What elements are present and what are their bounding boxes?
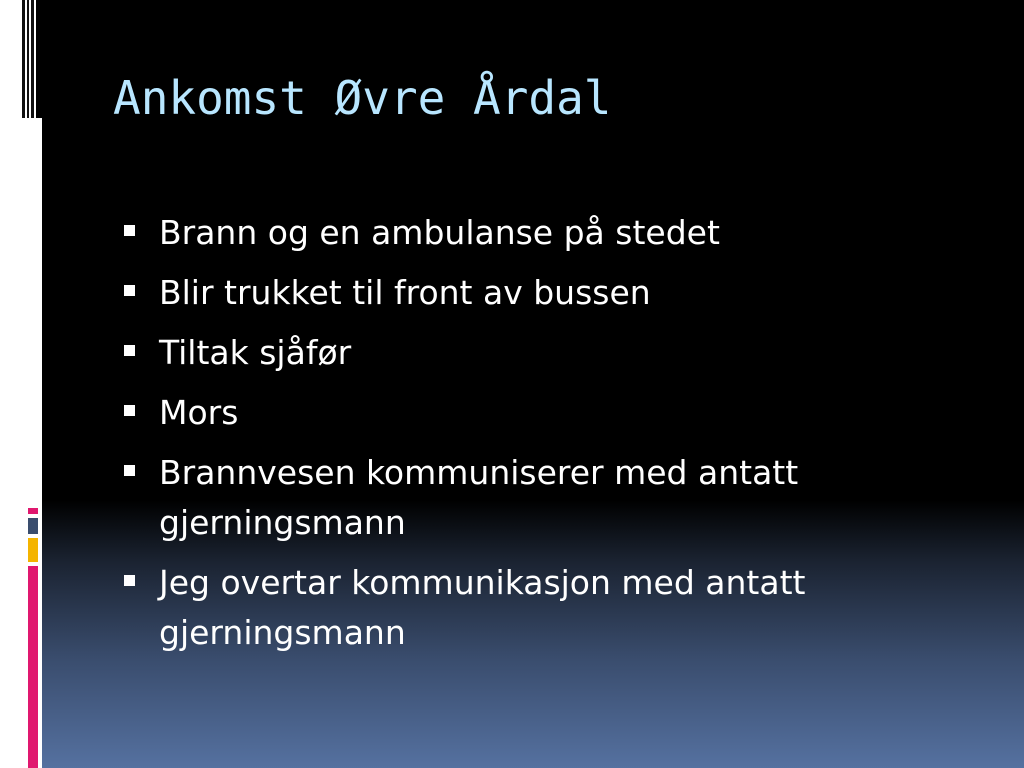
decor-line	[28, 566, 38, 768]
square-bullet-icon	[122, 268, 159, 318]
bullet-text: Tiltak sjåfør	[159, 333, 352, 372]
bullet-item	[122, 448, 982, 548]
square-bullet-icon	[122, 208, 159, 258]
bullet-text: Mors	[159, 393, 239, 432]
square-bullet-icon	[122, 328, 159, 378]
square-bullet-icon	[122, 448, 159, 498]
bullet-text: Jeg overtar kommunikasjon med antatt gjerningsmann	[159, 563, 806, 652]
bullet-item	[122, 268, 982, 318]
decor-line	[28, 538, 38, 562]
bottom-decor-lines	[0, 0, 42, 768]
bullet-list	[122, 208, 982, 668]
bullet-text: Blir trukket til front av bussen	[159, 273, 651, 312]
bullet-item	[122, 558, 982, 658]
bullet-text: Brann og en ambulanse på stedet	[159, 213, 720, 252]
bullet-text: Brannvesen kommuniserer med antatt gjerningsmann	[159, 453, 799, 542]
bullet-item	[122, 208, 982, 258]
slide-title: Ankomst Øvre Årdal	[113, 71, 612, 125]
decor-line	[28, 508, 38, 514]
decor-line	[28, 518, 38, 534]
bullet-item	[122, 328, 982, 378]
bullet-item	[122, 388, 982, 438]
square-bullet-icon	[122, 558, 159, 608]
square-bullet-icon	[122, 388, 159, 438]
